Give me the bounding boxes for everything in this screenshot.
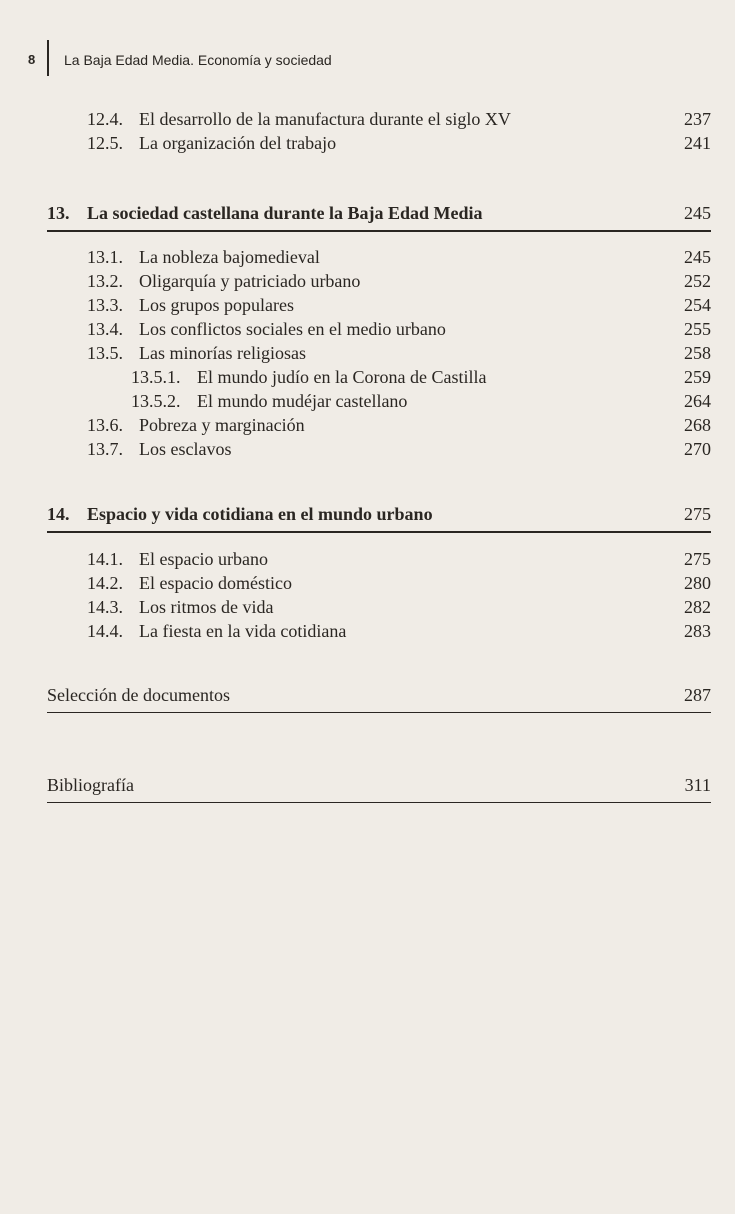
toc-entry (0, 270, 735, 292)
toc-entry-label: Los conflictos sociales en el medio urbano (139, 319, 446, 339)
toc-entry-label: El mundo judío en la Corona de Castilla (197, 367, 487, 387)
toc-entry (0, 620, 735, 642)
toc-entry-page: 264 (684, 391, 711, 411)
toc-entry (0, 294, 735, 316)
running-title: La Baja Edad Media. Economía y sociedad (64, 52, 332, 68)
toc-entry (0, 548, 735, 570)
toc-entry-label: Los grupos populares (139, 295, 294, 315)
chapter-page: 245 (684, 203, 711, 223)
toc-entry-page: 283 (684, 621, 711, 641)
toc-entry-number: 14.1. (87, 549, 123, 569)
toc-entry-number: 13.3. (87, 295, 123, 315)
toc-entry-number: 13.5.1. (131, 367, 181, 387)
toc-entry-label: La organización del trabajo (139, 133, 337, 153)
toc-entry-number: 12.5. (87, 133, 123, 153)
toc-entry-number: 14.2. (87, 573, 123, 593)
toc-entry-label: El espacio doméstico (139, 573, 292, 593)
toc-entry-page: 282 (684, 597, 711, 617)
toc-subentry (0, 390, 735, 412)
toc-entry-page: 254 (684, 295, 711, 315)
toc-entry-label: Pobreza y marginación (139, 415, 305, 435)
chapter-heading-14 (0, 503, 735, 525)
toc-entry-number: 13.5.2. (131, 391, 181, 411)
toc-entry (0, 342, 735, 364)
chapter-number: 14. (47, 504, 70, 524)
toc-entry-label: El desarrollo de la manufactura durante el siglo XV (139, 109, 511, 129)
chapter-title: La sociedad castellana durante la Baja Edad Media (87, 203, 483, 223)
section-rule (47, 712, 711, 713)
toc-entry-number: 12.4. (87, 109, 123, 129)
toc-entry-number: 13.4. (87, 319, 123, 339)
toc-entry-page: 258 (684, 343, 711, 363)
section-rule (47, 802, 711, 803)
toc-entry-page: 270 (684, 439, 711, 459)
toc-entry-page: 280 (684, 573, 711, 593)
toc-entry-page: 259 (684, 367, 711, 387)
toc-entry (0, 246, 735, 268)
toc-entry (0, 414, 735, 436)
toc-entry-page: 255 (684, 319, 711, 339)
toc-entry-page: 241 (684, 133, 711, 153)
toc-entry-page: 237 (684, 109, 711, 129)
chapter-rule (47, 531, 711, 533)
chapter-number: 13. (47, 203, 70, 223)
toc-entry-page: 252 (684, 271, 711, 291)
toc-entry (0, 438, 735, 460)
chapter-heading-13 (0, 202, 735, 224)
chapter-title: Espacio y vida cotidiana en el mundo urbano (87, 504, 433, 524)
toc-entry (0, 318, 735, 340)
toc-entry (0, 108, 735, 130)
toc-entry-number: 13.1. (87, 247, 123, 267)
toc-entry-label: Las minorías religiosas (139, 343, 306, 363)
toc-entry-label: El mundo mudéjar castellano (197, 391, 408, 411)
toc-entry-page: 268 (684, 415, 711, 435)
chapter-page: 275 (684, 504, 711, 524)
toc-entry (0, 596, 735, 618)
toc-entry-number: 13.2. (87, 271, 123, 291)
toc-entry-number: 14.3. (87, 597, 123, 617)
section-page: 287 (684, 685, 711, 705)
toc-entry-label: Los esclavos (139, 439, 232, 459)
toc-entry-number: 14.4. (87, 621, 123, 641)
toc-entry-label: El espacio urbano (139, 549, 268, 569)
section-bibliography (0, 774, 735, 796)
toc-entry-label: La fiesta en la vida cotidiana (139, 621, 347, 641)
toc-entry-label: La nobleza bajomedieval (139, 247, 320, 267)
header-divider (47, 40, 49, 76)
toc-entry-page: 275 (684, 549, 711, 569)
toc-entry (0, 572, 735, 594)
toc-entry-number: 13.6. (87, 415, 123, 435)
section-title: Bibliografía (47, 775, 134, 795)
page-number: 8 (28, 52, 36, 67)
toc-entry-page: 245 (684, 247, 711, 267)
toc-entry-label: Los ritmos de vida (139, 597, 274, 617)
running-header (0, 40, 735, 80)
section-title: Selección de documentos (47, 685, 230, 705)
section-page: 311 (684, 775, 711, 795)
toc-entry-number: 13.5. (87, 343, 123, 363)
section-documents (0, 684, 735, 706)
toc-subentry (0, 366, 735, 388)
toc-entry-label: Oligarquía y patriciado urbano (139, 271, 361, 291)
toc-entry-number: 13.7. (87, 439, 123, 459)
chapter-rule (47, 230, 711, 232)
toc-entry (0, 132, 735, 154)
